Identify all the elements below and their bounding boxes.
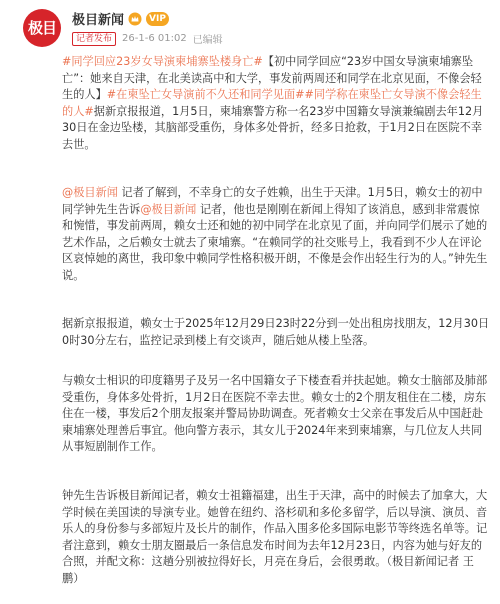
topic-link[interactable]: #在柬坠亡女导演前不久还和同学见面# [106,88,305,101]
post-header [12,0,490,50]
avatar[interactable]: 极目 [23,9,61,47]
paragraph-3: 据新京报报道，赖女士于2025年12月29日23时22分到一处出租房找朋友，12月30日0时30分左右，监控记录到楼上有交谈声，随后她从楼上坠落。 [62,317,490,347]
paragraph-text: 【初中同学回应“23岁中国女导演柬埔寨坠亡”：她来自天津，在北美读高中和大学，事发前两周还和同学在北京见面，不像会轻生的人】 [62,55,482,101]
paragraph-text: 据新京报报道，1月5日，柬埔寨警方称一名23岁中国籍女导演兼编剧去年12月30日在金边坠楼，其脑部受重伤，身体多处骨折，经多日抢救，于1月2日在医院不幸去世。 [62,104,484,151]
author-name[interactable]: 极目新闻 [72,13,125,28]
paragraph-text: 记者了解到，不幸身亡的女子姓赖，出生于天津。1月5日，赖女士的初中同学钟先生告诉 [62,186,483,216]
post-meta [72,31,223,46]
paragraph-4: 与赖女士相识的印度籍男子及另一名中国籍女子下楼查看并扶起她。赖女士脑部及肺部受重伤，身体多处骨折，1月2日在医院不幸去世。赖女士的2个朋友租住在二楼，房东住在一楼，事发后2个朋友报案并警局协助调查。死者赖女士父亲在事发后从中国赶赴柬埔寨处理善后事宜。他向警方表示，其女儿于2024年来到柬埔寨，与几位友人共同从事短剧制作工作。 [62,374,488,453]
mention-link[interactable]: @极目新闻 [62,186,118,199]
topic-link[interactable]: #同学称在柬坠亡女导演不像会轻生的人# [62,88,482,118]
vip-badge: VIP [146,12,169,26]
paragraph-1 [62,54,490,153]
verified-crown-icon [128,12,142,26]
author-row [72,9,169,28]
post-timestamp[interactable]: 26-1-6 01:02 [122,33,187,44]
mention-link[interactable]: @极目新闻 [140,202,197,216]
edited-label: 已编辑 [192,35,223,46]
topic-link[interactable]: #同学回应23岁女导演柬埔寨坠楼身亡# [62,55,263,68]
paragraph-2 [62,185,490,284]
paragraph-text: 记者，他也是刚刚在新闻上得知了该消息，感到非常震惊和惋惜，事发前两周，赖女士还和她的初中同学在北京见了面，并向同学们展示了她的艺术作品，之后赖女士就去了柬埔寨。“在赖同学的社交账号上，我看到不少人在评论区哀悼她的离世，我印象中赖同学性格积极开朗，不像是会作出轻生行为的人。”钟先生说。 [62,202,488,282]
category-tag: 记者发布 [72,32,116,46]
paragraph-5: 钟先生告诉极目新闻记者，赖女士祖籍福建，出生于天津，高中的时候去了加拿大，大学时候在美国读的导演专业。她曾在纽约、洛杉矶和多伦多留学，后以导演、演员、音乐人的身份参与多部短片及长片的制作，作品入围多伦多国际电影节等终选名单等。记者注意到，赖女士朋友圈最后一条信息发布时间为去年12月23日，内容为她与好友的合照，并配文称：这趟分别被拉得好长，月亮在身后，会很勇敢。（极目新闻记者 王鹏） [62,489,488,585]
